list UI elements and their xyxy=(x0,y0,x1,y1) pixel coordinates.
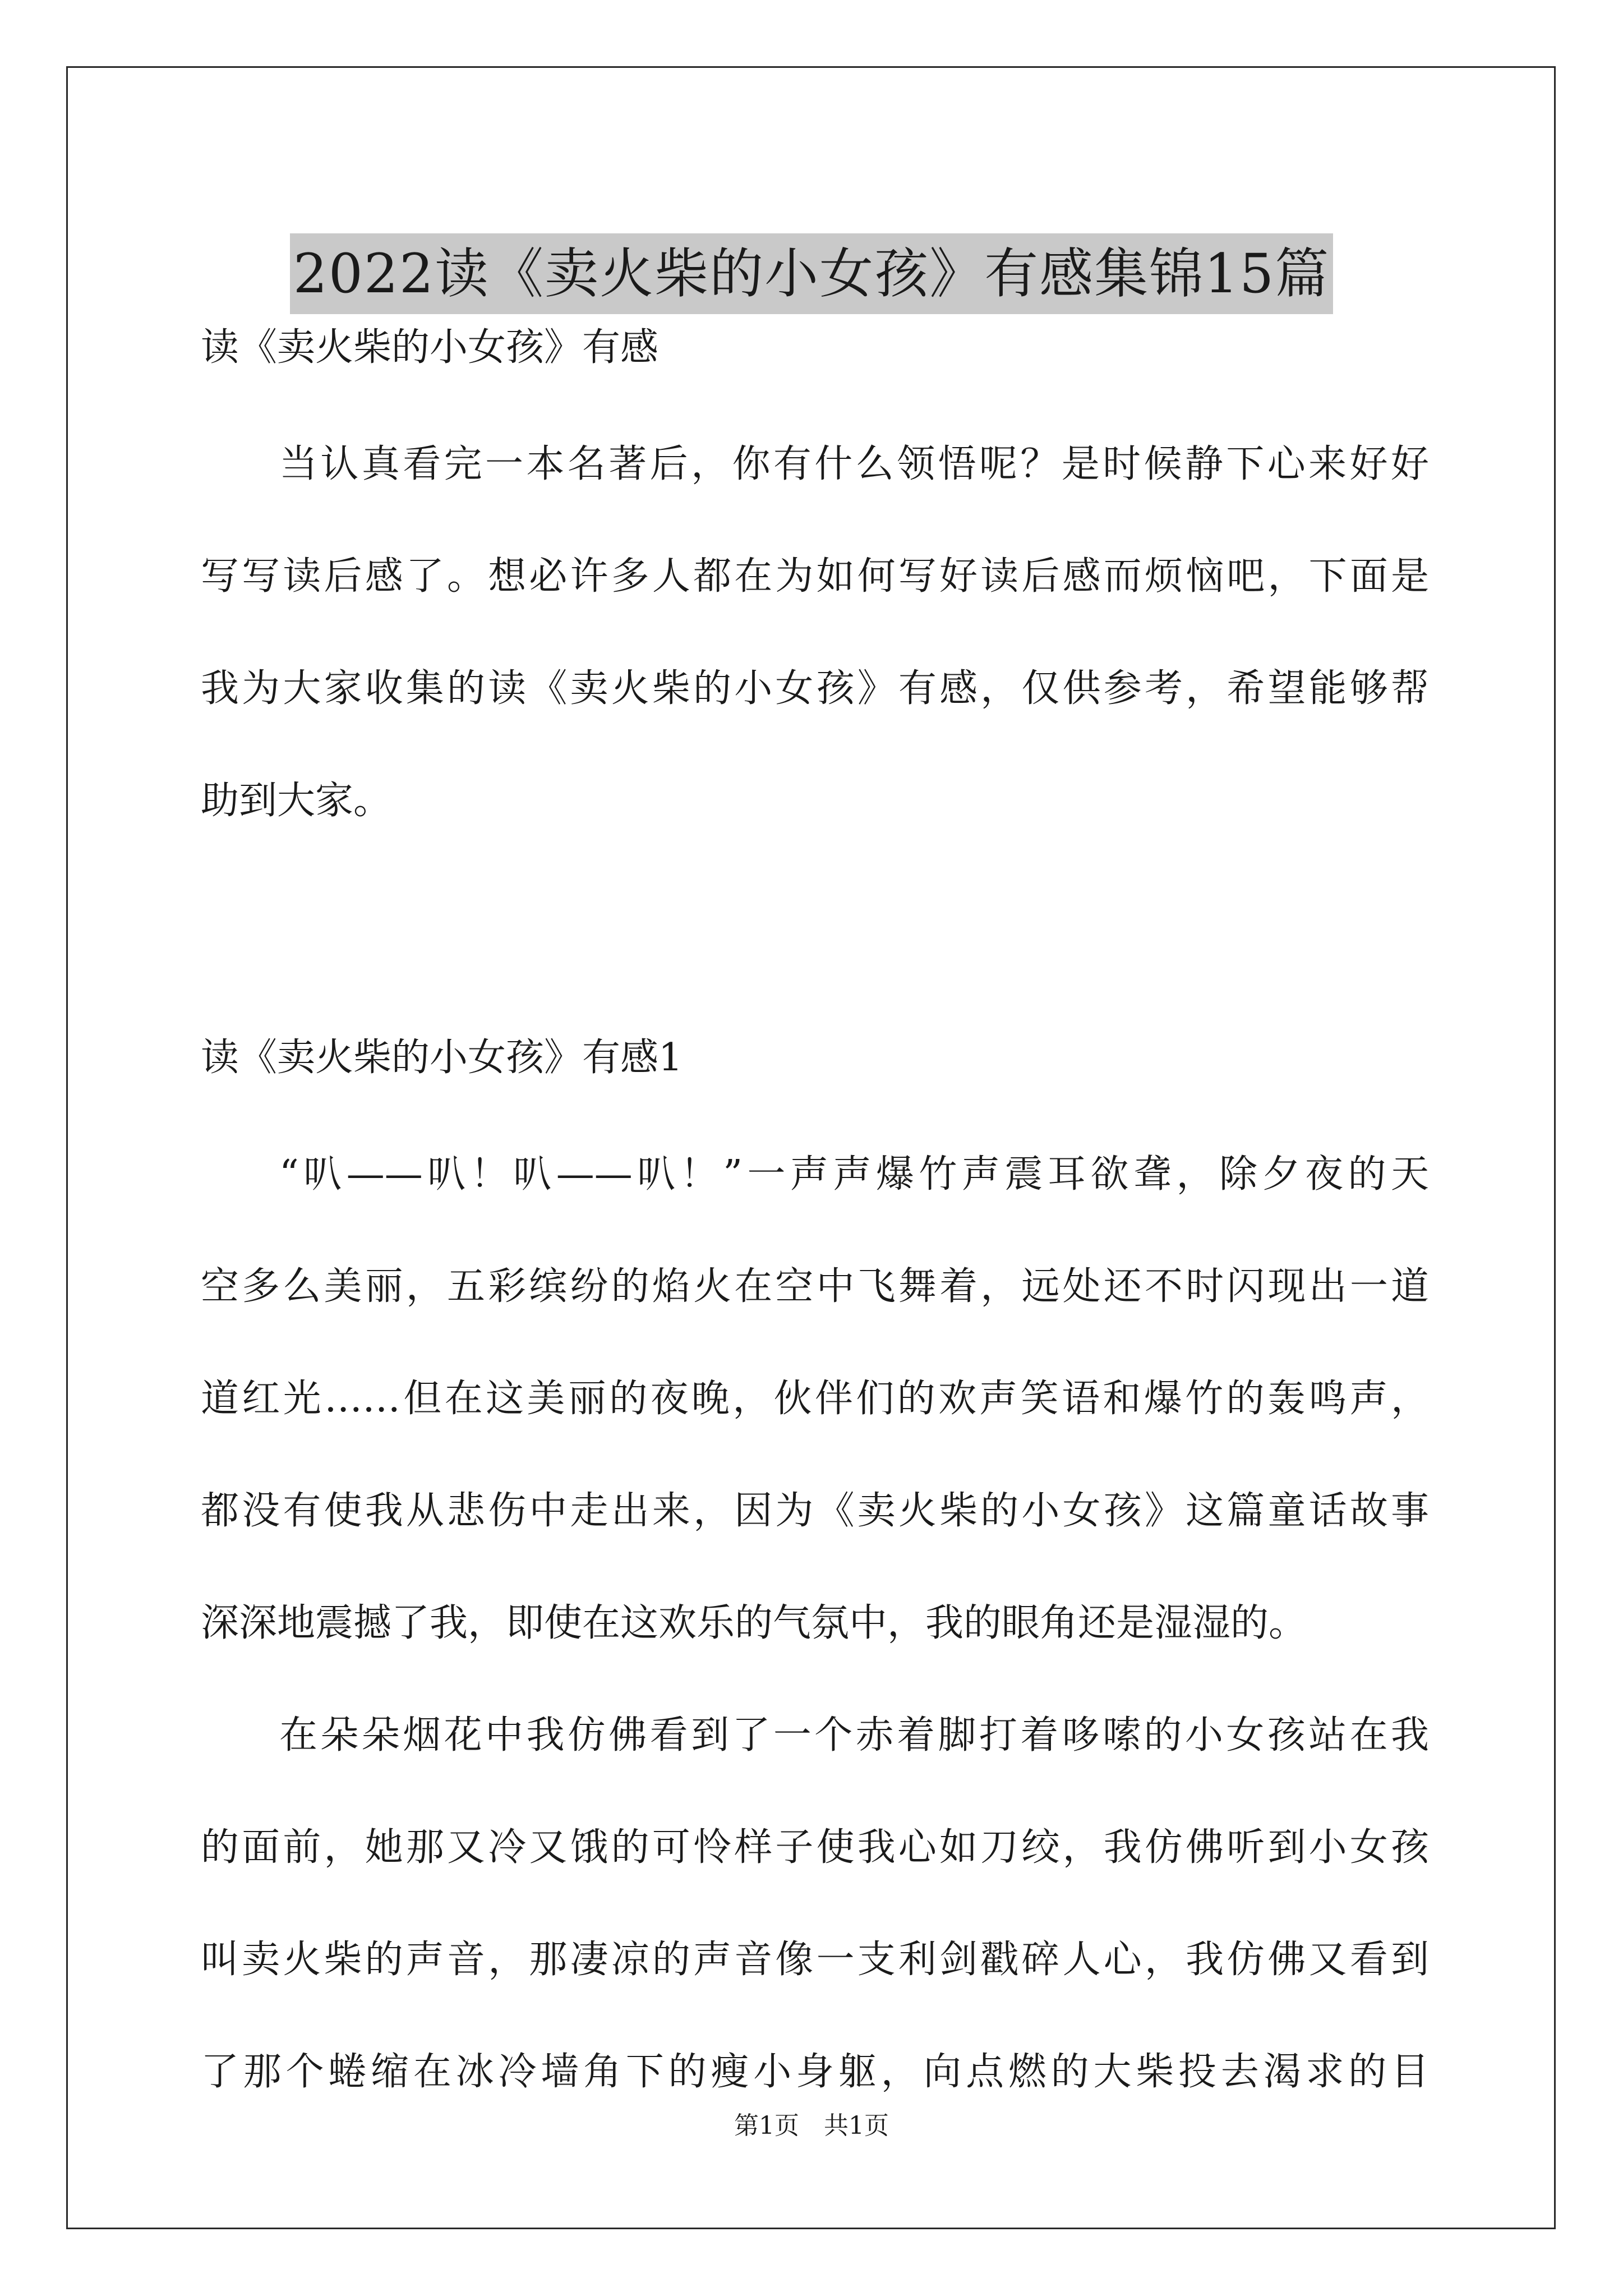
page-footer xyxy=(0,2109,1623,2143)
section1-paragraph-2 xyxy=(201,1680,1429,2128)
document-body xyxy=(201,315,1429,2128)
section1-heading: 读《卖火柴的小女孩》有感1 xyxy=(201,1036,683,1080)
paragraph-line: 深深地震撼了我，即使在这欢乐的气氛中，我的眼角还是湿湿的。 xyxy=(201,1601,1307,1645)
paragraph-line: 的面前，她那又冷又饿的可怜样子使我心如刀绞，我仿佛听到小女孩 xyxy=(201,1825,1429,1870)
paragraph-line: 都没有使我从悲伤中走出来，因为《卖火柴的小女孩》这篇童话故事 xyxy=(201,1489,1429,1533)
intro-paragraph xyxy=(201,408,1429,857)
paragraph-line: 当认真看完一本名著后，你有什么领悟呢？是时候静下心来好好 xyxy=(279,442,1429,486)
intro-heading: 读《卖火柴的小女孩》有感 xyxy=(201,325,659,370)
page-total: 共1页 xyxy=(824,2111,889,2140)
paragraph-line: 道红光……但在这美丽的夜晚，伙伴们的欢声笑语和爆竹的轰鸣声， xyxy=(201,1377,1429,1421)
paragraph-line: 助到大家。 xyxy=(201,779,392,823)
page-number: 第1页 xyxy=(734,2111,799,2140)
paragraph-line: “叭——叭！叭——叭！”一声声爆竹声震耳欲聋，除夕夜的天 xyxy=(279,1152,1429,1197)
paragraph-line: 叫卖火柴的声音，那凄凉的声音像一支利剑戳碎人心，我仿佛又看到 xyxy=(201,1938,1429,1982)
paragraph-line: 了那个蜷缩在冰冷墙角下的瘦小身躯，向点燃的大柴投去渴求的目 xyxy=(201,2050,1429,2094)
section1-paragraph-1 xyxy=(201,1119,1429,1680)
paragraph-line: 空多么美丽，五彩缤纷的焰火在空中飞舞着，远处还不时闪现出一道 xyxy=(201,1264,1429,1309)
document-title: 2022读《卖火柴的小女孩》有感集锦15篇 xyxy=(290,233,1333,314)
paragraph-line: 我为大家收集的读《卖火柴的小女孩》有感，仅供参考，希望能够帮 xyxy=(201,666,1429,711)
paragraph-line: 在朵朵烟花中我仿佛看到了一个赤着脚打着哆嗦的小女孩站在我 xyxy=(279,1713,1429,1757)
paragraph-line: 写写读后感了。想必许多人都在为如何写好读后感而烦恼吧，下面是 xyxy=(201,554,1429,599)
